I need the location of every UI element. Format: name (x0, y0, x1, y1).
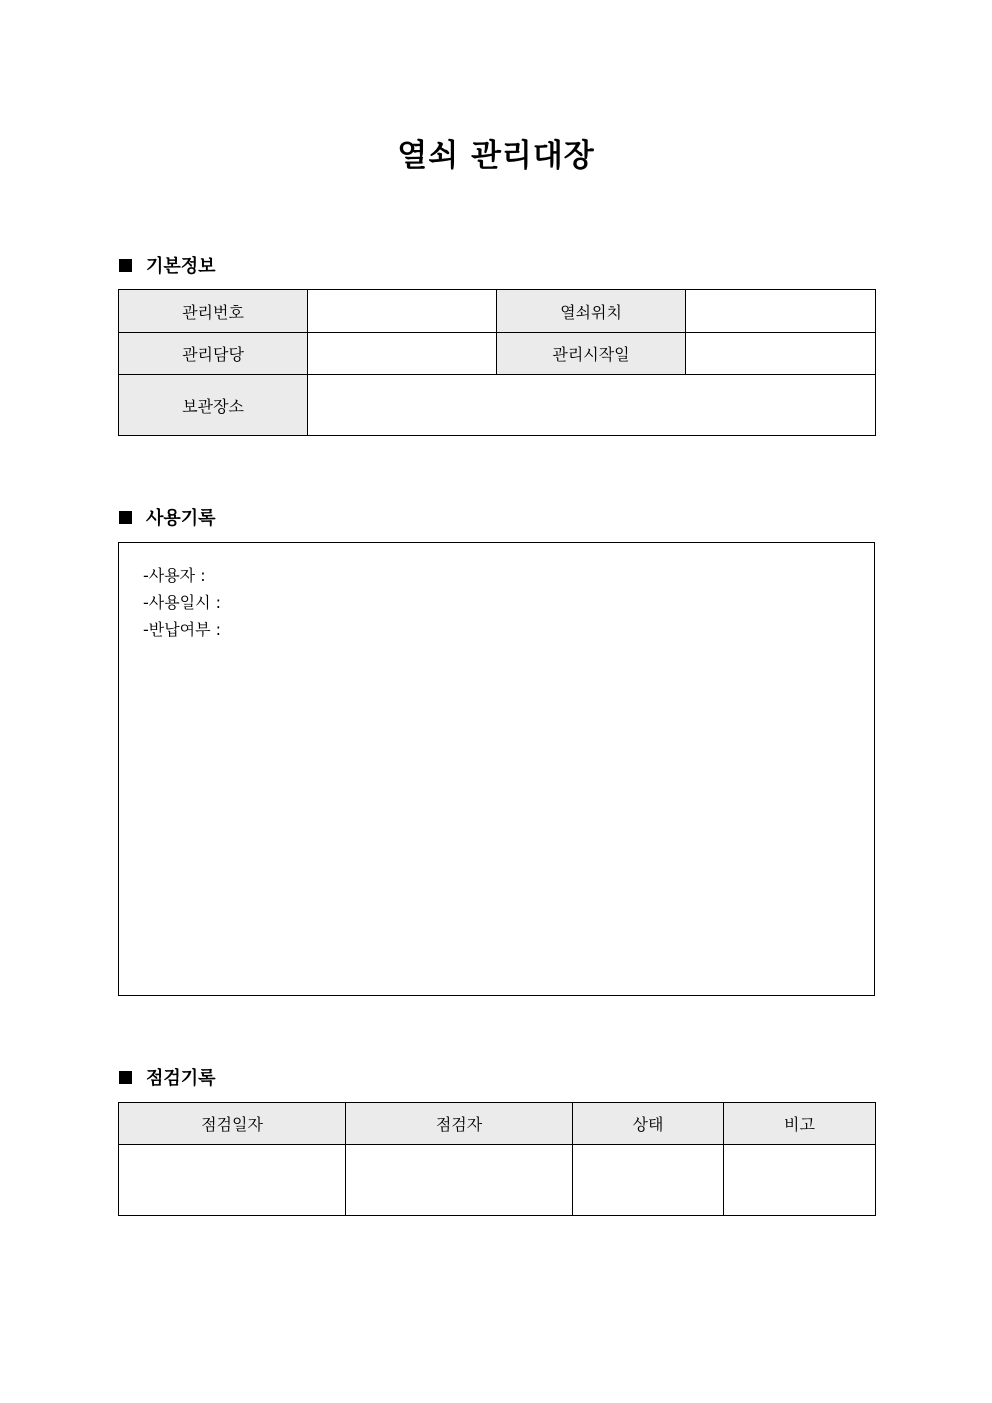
column-header-inspection-date: 점검일자 (119, 1103, 346, 1145)
square-bullet-icon (119, 511, 132, 524)
key-location-field[interactable] (686, 290, 876, 333)
usage-datetime-line: -사용일시 : (143, 593, 222, 612)
remarks-cell[interactable] (724, 1145, 876, 1216)
column-header-status: 상태 (573, 1103, 724, 1145)
usage-record-heading (119, 504, 216, 530)
usage-record-heading-text: 사용기록 (146, 508, 216, 529)
square-bullet-icon (119, 1071, 132, 1084)
usage-return-line: -반납여부 : (143, 620, 222, 639)
inspection-record-heading-text: 점검기록 (146, 1068, 216, 1089)
manager-label: 관리담당 (119, 333, 308, 375)
inspection-record-heading (119, 1064, 216, 1090)
manager-field[interactable] (308, 333, 497, 375)
basic-info-heading (119, 252, 216, 278)
table-row (119, 290, 876, 333)
table-header-row (119, 1103, 876, 1145)
start-date-field[interactable] (686, 333, 876, 375)
key-location-label: 열쇠위치 (497, 290, 686, 333)
management-no-field[interactable] (308, 290, 497, 333)
usage-user-line: -사용자 : (143, 566, 206, 585)
usage-record-lines (143, 562, 221, 643)
storage-place-field[interactable] (308, 375, 876, 436)
square-bullet-icon (119, 259, 132, 272)
inspector-cell[interactable] (346, 1145, 573, 1216)
start-date-label: 관리시작일 (497, 333, 686, 375)
table-row (119, 375, 876, 436)
table-row (119, 1145, 876, 1216)
table-row (119, 333, 876, 375)
management-no-label: 관리번호 (119, 290, 308, 333)
inspection-date-cell[interactable] (119, 1145, 346, 1216)
usage-record-box[interactable] (118, 542, 875, 996)
column-header-inspector: 점검자 (346, 1103, 573, 1145)
column-header-remarks: 비고 (724, 1103, 876, 1145)
basic-info-table (118, 289, 876, 436)
page-title: 열쇠 관리대장 (397, 138, 595, 174)
status-cell[interactable] (573, 1145, 724, 1216)
basic-info-heading-text: 기본정보 (146, 256, 216, 277)
storage-place-label: 보관장소 (119, 375, 308, 436)
inspection-record-table (118, 1102, 876, 1216)
